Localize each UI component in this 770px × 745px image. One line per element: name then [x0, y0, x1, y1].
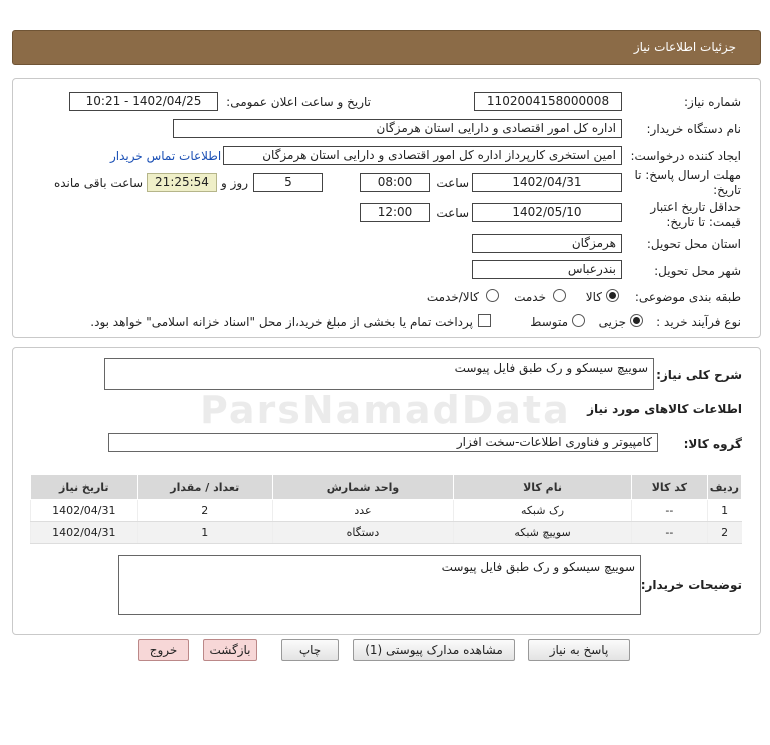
treasury-payment-note: پرداخت تمام یا بخشی از مبلغ خرید،از محل "اسناد خزانه اسلامی" خواهد بود.	[90, 315, 473, 329]
remaining-label: ساعت باقی مانده	[53, 176, 143, 190]
col-quantity-header: تعداد / مقدار	[137, 475, 272, 500]
cell-code: --	[632, 522, 708, 544]
cell-row: 1	[707, 500, 741, 522]
cell-code: --	[632, 500, 708, 522]
requester-field: امین استخری کارپرداز اداره کل امور اقتصادی و دارایی استان هرمزگان	[223, 146, 622, 165]
col-row-header: ردیف	[707, 475, 741, 500]
exit-button[interactable]: خروج	[138, 639, 189, 661]
remaining-time-field: 21:25:54	[147, 173, 217, 192]
deadline-days-field: 5	[253, 173, 323, 192]
buyer-org-field: اداره کل امور اقتصادی و دارایی استان هرمزگان	[173, 119, 622, 138]
col-unit-header: واحد شمارش	[272, 475, 453, 500]
cell-date: 1402/04/31	[31, 500, 138, 522]
table-row	[31, 522, 742, 544]
buyer-contact-link[interactable]: اطلاعات تماس خریدار	[110, 149, 222, 163]
need-number-field: 1102004158000008	[474, 92, 622, 111]
deadline-label-line1: مهلت ارسال پاسخ: تا	[634, 168, 741, 182]
validity-label-line1: حداقل تاریخ اعتبار	[650, 200, 741, 214]
process-minor-radio[interactable]	[630, 314, 643, 327]
cell-unit: عدد	[272, 500, 453, 522]
cell-row: 2	[707, 522, 741, 544]
buyer-notes-field: سوییچ سیسکو و رک طبق فایل پیوست	[118, 555, 641, 615]
province-label: استان محل تحویل:	[646, 237, 741, 251]
category-goods-radio[interactable]	[606, 289, 619, 302]
summary-field: سوییچ سیسکو و رک طبق فایل پیوست	[104, 358, 654, 390]
category-label: طبقه بندی موضوعی:	[634, 290, 741, 304]
city-field: بندرعباس	[472, 260, 622, 279]
goods-table-header	[31, 475, 742, 500]
category-goods-service-label: کالا/خدمت	[426, 290, 479, 304]
buyer-notes-label: توضیحات خریدار:	[640, 578, 742, 592]
announce-field: 1402/04/25 - 10:21	[69, 92, 218, 111]
need-number-label: شماره نیاز:	[684, 95, 741, 109]
goods-group-label: گروه کالا:	[683, 437, 742, 451]
process-medium-radio[interactable]	[572, 314, 585, 327]
deadline-time-label: ساعت	[436, 176, 469, 190]
goods-table	[30, 474, 742, 544]
process-minor-label: جزیی	[598, 315, 626, 329]
goods-group-field: کامپیوتر و فناوری اطلاعات-سخت افزار	[108, 433, 658, 452]
validity-date-field: 1402/05/10	[472, 203, 622, 222]
table-row	[31, 500, 742, 522]
col-name-header: نام کالا	[454, 475, 632, 500]
process-label: نوع فرآیند خرید :	[656, 315, 741, 329]
requester-label: ایجاد کننده درخواست:	[630, 149, 741, 163]
validity-label-line2: قیمت: تا تاریخ:	[666, 215, 741, 229]
validity-time-label: ساعت	[436, 206, 469, 220]
announce-label: تاریخ و ساعت اعلان عمومی:	[226, 95, 371, 109]
category-service-radio[interactable]	[553, 289, 566, 302]
cell-name: رک شبکه	[454, 500, 632, 522]
deadline-time-field: 08:00	[360, 173, 430, 192]
treasury-payment-checkbox[interactable]	[478, 314, 491, 327]
category-goods-service-radio[interactable]	[486, 289, 499, 302]
validity-time-field: 12:00	[360, 203, 430, 222]
page-header	[12, 30, 761, 65]
cell-date: 1402/04/31	[31, 522, 138, 544]
province-field: هرمزگان	[472, 234, 622, 253]
page-title: جزئیات اطلاعات نیاز	[633, 40, 736, 54]
col-code-header: کد کالا	[632, 475, 708, 500]
cell-unit: دستگاه	[272, 522, 453, 544]
cell-name: سوییچ شبکه	[454, 522, 632, 544]
category-goods-label: کالا	[585, 290, 602, 304]
days-label: روز و	[221, 176, 248, 190]
city-label: شهر محل تحویل:	[654, 264, 741, 278]
deadline-date-field: 1402/04/31	[472, 173, 622, 192]
process-medium-label: متوسط	[530, 315, 568, 329]
cell-quantity: 1	[137, 522, 272, 544]
summary-label: شرح کلی نیاز:	[656, 368, 742, 382]
goods-info-title: اطلاعات کالاهای مورد نیاز	[587, 402, 742, 416]
col-date-header: تاریخ نیاز	[31, 475, 138, 500]
back-button[interactable]: بازگشت	[203, 639, 257, 661]
reply-button[interactable]: پاسخ به نیاز	[528, 639, 630, 661]
print-button[interactable]: چاپ	[281, 639, 339, 661]
category-service-label: خدمت	[514, 290, 546, 304]
buyer-org-label: نام دستگاه خریدار:	[646, 122, 741, 136]
cell-quantity: 2	[137, 500, 272, 522]
watermark: ParsNamadData	[200, 388, 571, 432]
view-attachments-button[interactable]: مشاهده مدارک پیوستی (1)	[353, 639, 515, 661]
deadline-label-line2: تاریخ:	[713, 183, 741, 197]
